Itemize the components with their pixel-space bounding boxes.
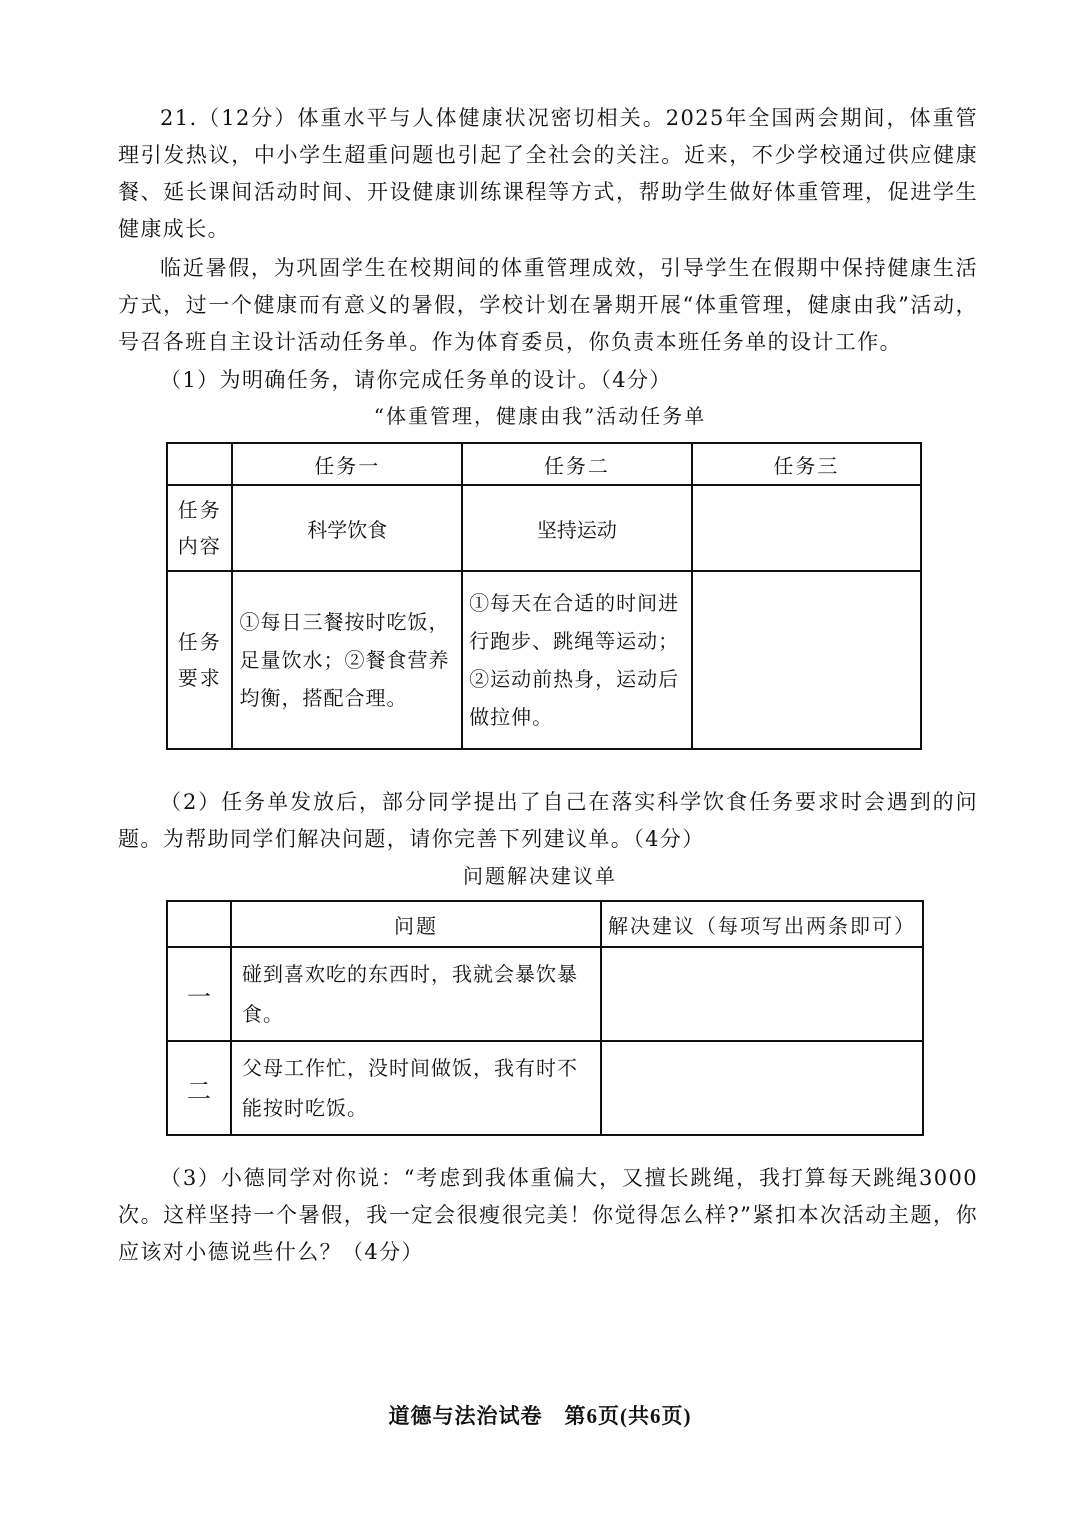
task-requirement-row [167,571,921,749]
suggest-header-problem: 问题 [231,901,601,947]
suggest-row-number: 二 [167,1041,231,1135]
question-part-1: （1）为明确任务，请你完成任务单的设计。（4分） [160,368,672,392]
task-table [166,442,922,750]
suggest-row-number: 一 [167,947,231,1041]
task-table-corner-cell [167,443,232,485]
suggest-header-solution: 解决建议（每项写出两条即可） [601,901,923,947]
suggest-row [167,947,923,1041]
task-requirement-label [167,571,232,749]
task-requirement-label-line-1: 任务 [177,630,222,654]
task-1-content: 科学饮食 [232,485,462,571]
question-part-3: （3）小德同学对你说：“考虑到我体重偏大，又擅长跳绳，我打算每天跳绳3000次。这样坚持一个暑假，我一定会很瘦很完美！你觉得怎么样?”紧扣本次活动主题，你应该对小德说些什么？（4分） [118,1166,978,1264]
task-3-requirements-blank[interactable] [692,571,921,749]
task-3-content-blank[interactable] [692,485,921,571]
task-content-label [167,485,232,571]
task-header-3: 任务三 [692,443,921,485]
page-footer: 道德与法治试卷 第6页(共6页) [388,1404,692,1428]
task-requirement-label-line-2: 要求 [177,666,222,690]
suggest-row-solution-blank[interactable] [601,1041,923,1135]
suggest-table-caption: 问题解决建议单 [463,864,617,888]
task-table-header-row [167,443,921,485]
task-2-requirements: ①每天在合适的时间进行跑步、跳绳等运动；②运动前热身，运动后做拉伸。 [462,571,692,749]
suggest-row [167,1041,923,1135]
suggest-table [166,900,924,1136]
task-header-2: 任务二 [462,443,692,485]
suggest-table-corner-cell [167,901,231,947]
suggest-row-problem: 父母工作忙，没时间做饭，我有时不能按时吃饭。 [231,1041,601,1135]
suggest-row-problem: 碰到喜欢吃的东西时，我就会暴饮暴食。 [231,947,601,1041]
task-1-requirements: ①每日三餐按时吃饭，足量饮水；②餐食营养均衡，搭配合理。 [232,571,462,749]
task-content-label-line-2: 内容 [177,534,222,558]
task-content-label-line-1: 任务 [177,498,222,522]
question-intro-paragraph-2: 临近暑假，为巩固学生在校期间的体重管理成效，引导学生在假期中保持健康生活方式，过一个健康而有意义的暑假，学校计划在暑期开展“体重管理，健康由我”活动，号召各班自主设计活动任务单。作为体育委员，你负责本班任务单的设计工作。 [118,256,978,354]
suggest-table-header-row [167,901,923,947]
question-intro-paragraph-1: 21.（12分）体重水平与人体健康状况密切相关。2025年全国两会期间，体重管理引发热议，中小学生超重问题也引起了全社会的关注。近来，不少学校通过供应健康餐、延长课间活动时间、开设健康训练课程等方式，帮助学生做好体重管理，促进学生健康成长。 [118,106,978,241]
task-2-content: 坚持运动 [462,485,692,571]
task-content-row [167,485,921,571]
suggest-row-solution-blank[interactable] [601,947,923,1041]
task-table-caption: “体重管理，健康由我”活动任务单 [373,404,707,428]
question-part-2: （2）任务单发放后，部分同学提出了自己在落实科学饮食任务要求时会遇到的问题。为帮助同学们解决问题，请你完善下列建议单。（4分） [118,790,978,851]
task-header-1: 任务一 [232,443,462,485]
